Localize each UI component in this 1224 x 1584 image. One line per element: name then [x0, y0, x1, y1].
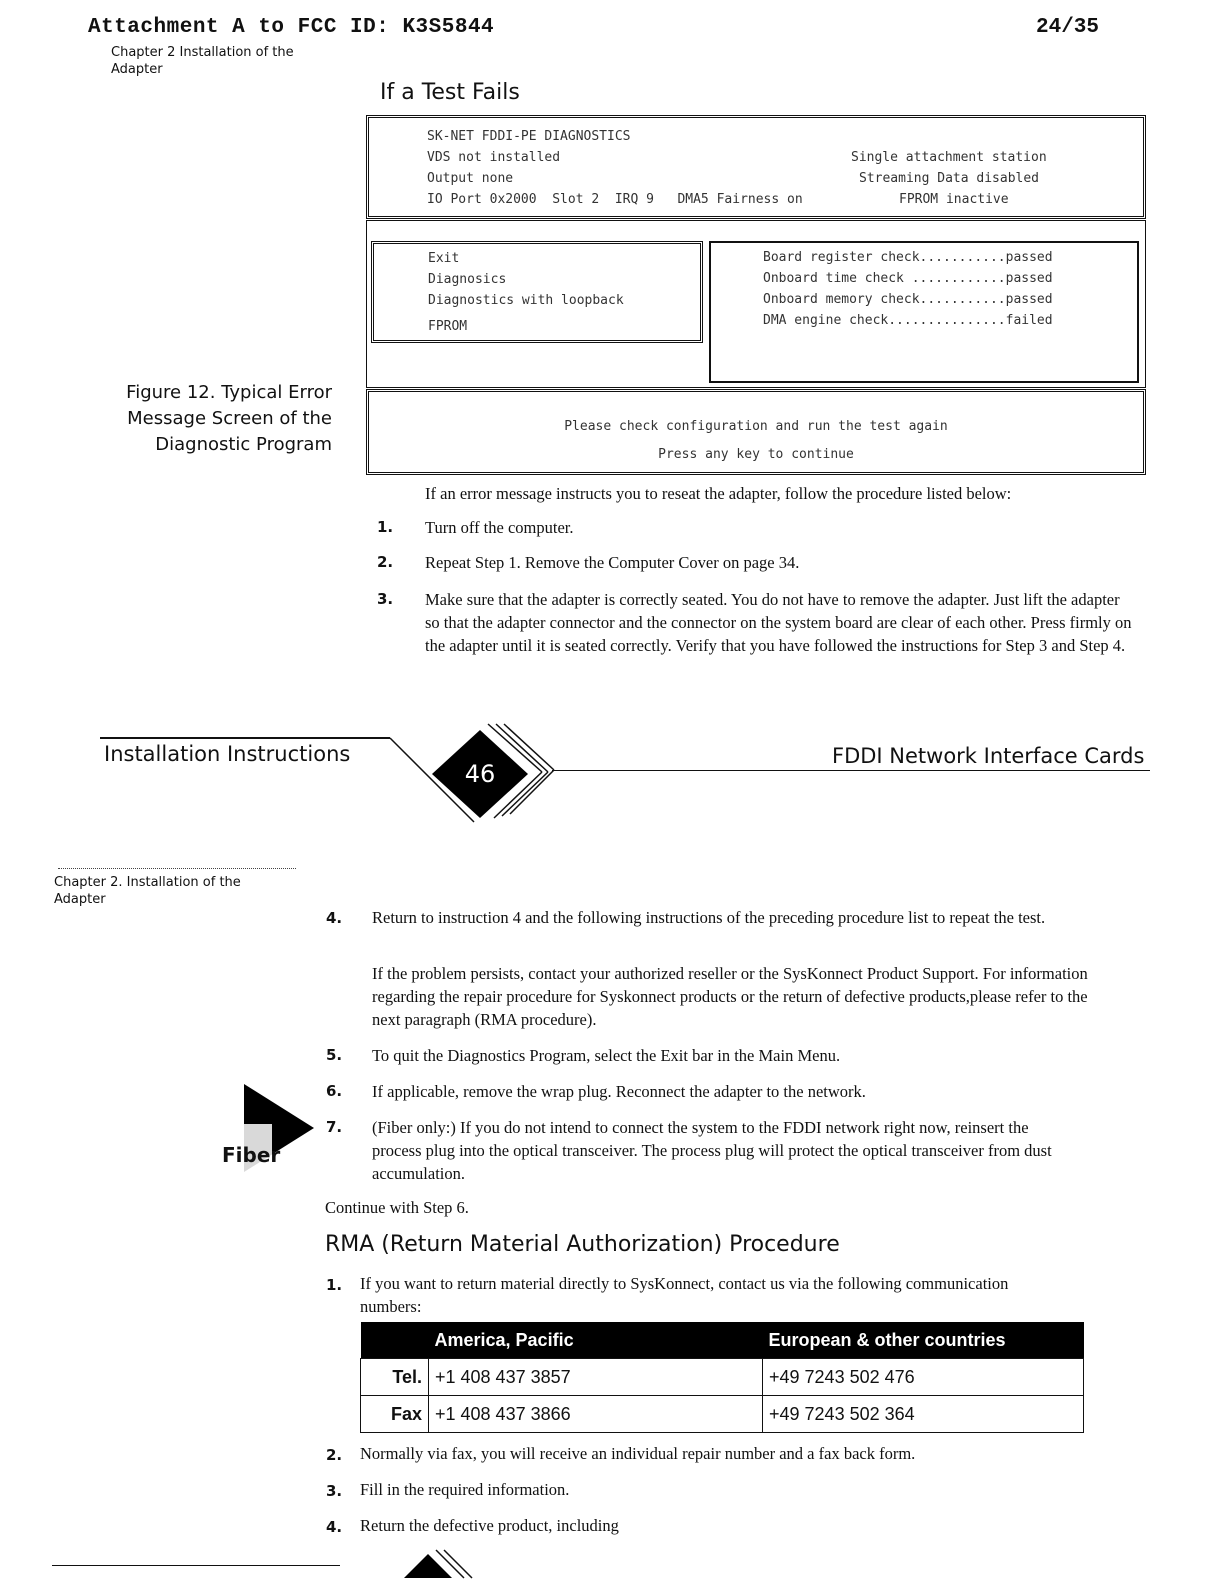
output-status: Output none	[427, 171, 514, 186]
step-number: 3.	[326, 1482, 343, 1500]
chapter-label-2: Chapter 2. Installation of the Adapter	[54, 875, 241, 907]
step-number: 1.	[326, 1276, 343, 1294]
step-text: Turn off the computer.	[425, 518, 574, 537]
step-text: To quit the Diagnostics Program, select the Exit bar in the Main Menu.	[372, 1046, 841, 1065]
check-onboard-memory: Onboard memory check...........passed	[763, 292, 1053, 307]
main-menu	[371, 241, 703, 343]
footer-title-right: FDDI Network Interface Cards	[832, 744, 1145, 768]
footer-rule-left	[100, 737, 390, 739]
check-dma-engine: DMA engine check...............failed	[763, 313, 1053, 328]
fax-europe: +49 7243 502 364	[763, 1396, 1084, 1433]
step-number: 2.	[326, 1446, 343, 1464]
io-port-line: IO Port 0x2000 Slot 2 IRQ 9 DMA5 Fairness on	[427, 192, 803, 207]
vds-status: VDS not installed	[427, 150, 561, 165]
page-emblem-partial	[400, 1548, 480, 1584]
tel-europe: +49 7243 502 476	[763, 1359, 1084, 1396]
diagnostic-title: SK-NET FDDI-PE DIAGNOSTICS	[427, 129, 631, 144]
error-message-panel	[366, 389, 1146, 475]
station-status: Single attachment station	[851, 150, 1047, 165]
check-board-register: Board register check...........passed	[763, 250, 1053, 265]
menu-item-diagnostics[interactable]: Diagnosics	[428, 272, 507, 287]
step-number: 4.	[326, 909, 343, 927]
menu-item-exit[interactable]: Exit	[428, 251, 460, 266]
check-results	[709, 241, 1139, 383]
step-text: If applicable, remove the wrap plug. Reconnect the adapter to the network.	[372, 1082, 866, 1101]
fiber-arrow-icon	[220, 1084, 316, 1192]
contact-table	[360, 1322, 1084, 1433]
chapter-rule	[58, 868, 296, 869]
menu-item-fprom[interactable]: FPROM	[428, 319, 468, 334]
step-number: 4.	[326, 1518, 343, 1536]
fcc-attachment-header: Attachment A to FCC ID: K3S5844	[88, 16, 495, 39]
rma-step-text: Normally via fax, you will receive an individual repair number and a fax back form.	[360, 1444, 916, 1463]
page-number-emblem	[386, 722, 566, 832]
step-text: Make sure that the adapter is correctly seated. You do not have to remove the adapter. Just lift the adapter so that the adapter connector and the connector on the system board are clear of each other. Press firmly on the adapter until it is seated correctly. Verify that you have followed the instructions for Step 3 and Step 4.	[425, 590, 1132, 655]
rma-step-text: Return the defective product, including	[360, 1516, 619, 1535]
chapter-label: Chapter 2 Installation of the Adapter	[111, 45, 294, 77]
rma-step-text: Fill in the required information.	[360, 1480, 570, 1499]
continue-step: Continue with Step 6.	[325, 1198, 469, 1217]
row-label-tel: Tel.	[361, 1359, 429, 1396]
section-title: If a Test Fails	[380, 80, 520, 105]
tel-america: +1 408 437 3857	[429, 1359, 763, 1396]
error-message: Please check configuration and run the test again	[564, 419, 948, 434]
diagnostic-status-panel	[366, 115, 1146, 219]
column-header-europe: European & other countries	[763, 1322, 1084, 1359]
step-number: 6.	[326, 1082, 343, 1100]
step-number: 3.	[377, 590, 394, 608]
table-header-row	[361, 1322, 1084, 1359]
step-number: 1.	[377, 518, 394, 536]
figure-caption: Figure 12. Typical Error Message Screen of the Diagnostic Program	[126, 382, 332, 455]
rma-title: RMA (Return Material Authorization) Procedure	[325, 1232, 840, 1257]
step-text: Return to instruction 4 and the following instructions of the preceding procedure list to repeat the test.	[372, 908, 1046, 927]
step-number: 7.	[326, 1118, 343, 1136]
page-count: 24/35	[1036, 16, 1100, 39]
footer-rule-right	[552, 770, 1150, 771]
step-number: 2.	[377, 553, 394, 571]
row-label-fax: Fax	[361, 1396, 429, 1433]
table-row	[361, 1396, 1084, 1433]
streaming-status: Streaming Data disabled	[859, 171, 1040, 186]
table-row	[361, 1359, 1084, 1396]
page-number: 46	[464, 760, 496, 788]
footer-rule-bottom	[52, 1565, 340, 1566]
fiber-label: Fiber	[222, 1143, 281, 1167]
continue-prompt: Press any key to continue	[658, 447, 854, 462]
check-onboard-time: Onboard time check ............passed	[763, 271, 1053, 286]
fax-america: +1 408 437 3866	[429, 1396, 763, 1433]
fprom-status: FPROM inactive	[899, 192, 1009, 207]
support-paragraph: If the problem persists, contact your authorized reseller or the SysKonnect Product Support. For information regarding the repair procedure for Syskonnect products or the return of defective products,please refer to the next paragraph (RMA procedure).	[372, 964, 1088, 1029]
step-number: 5.	[326, 1046, 343, 1064]
table-header-corner	[361, 1322, 429, 1359]
rma-step-text: If you want to return material directly to SysKonnect, contact us via the following communication numbers:	[360, 1274, 1009, 1316]
column-header-america: America, Pacific	[429, 1322, 763, 1359]
diagnostic-main-panel	[366, 220, 1146, 388]
footer-title-left: Installation Instructions	[104, 742, 351, 766]
reseat-intro: If an error message instructs you to reseat the adapter, follow the procedure listed below:	[425, 484, 1012, 503]
menu-item-loopback[interactable]: Diagnostics with loopback	[428, 293, 624, 308]
step-text: Repeat Step 1. Remove the Computer Cover on page 34.	[425, 553, 800, 572]
step-text: (Fiber only:) If you do not intend to connect the system to the FDDI network right now, reinsert the process plug into the optical transceiver. The process plug will protect the optical transceiver from dust accumulation.	[372, 1118, 1052, 1183]
